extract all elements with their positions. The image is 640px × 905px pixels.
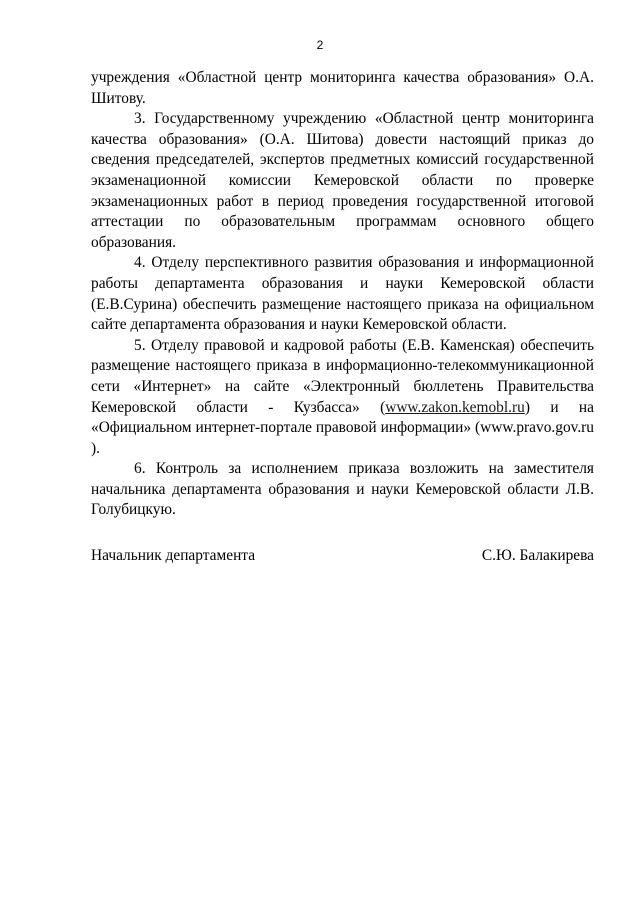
page-number: 2 — [316, 38, 324, 52]
paragraph-item-5 — [91, 336, 594, 460]
paragraph-item-6: 6. Контроль за исполнением приказа возложить на заместителя начальника департамента образования и науки Кемеровской области Л.В. Голубицкую. — [91, 460, 594, 519]
paragraph-item-3: 3. Государственному учреждению «Областной центр мониторинга качества образования» (О.А. Шитова) довести настоящий приказ до сведения председателей, экспертов предметных комиссий государственной экзаменационной комиссии Кемеровской области по проверке экзаменационных работ в период проведения государственной итоговой аттестации по образовательным программам основного общего образования. — [91, 110, 594, 251]
signatory-name: С.Ю. Балакирева — [481, 547, 594, 564]
zakon-kemobl-link[interactable]: www.zakon.kemobl.ru — [385, 398, 525, 416]
document-body — [91, 68, 594, 521]
paragraph-item-4: 4. Отделу перспективного развития образования и информационной работы департамента образования и науки Кемеровской области (Е.В.Сурина) обеспечить размещение настоящего приказа на официальном сайте департамента образования и науки Кемеровской области. — [91, 254, 594, 334]
paragraph-item-5-text-b: ) и на «Официальном интернет-портале правовой информации» (www.pravo.gov.ru ). — [91, 398, 594, 457]
signature-block — [91, 546, 594, 566]
paragraph-continuation: учреждения «Областной центр мониторинга качества образования» О.А. Шитову. — [91, 69, 594, 107]
signatory-position: Начальник департамента — [91, 547, 256, 564]
paragraph-item-5-text-a: 5. Отделу правовой и кадровой работы (Е.В. Каменская) обеспечить размещение настоящего приказа в информационно-телекоммуникационной сети «Интернет» на сайте «Электронный бюллетень Правительства Кемеровской области - Кузбасса» ( — [91, 336, 594, 416]
